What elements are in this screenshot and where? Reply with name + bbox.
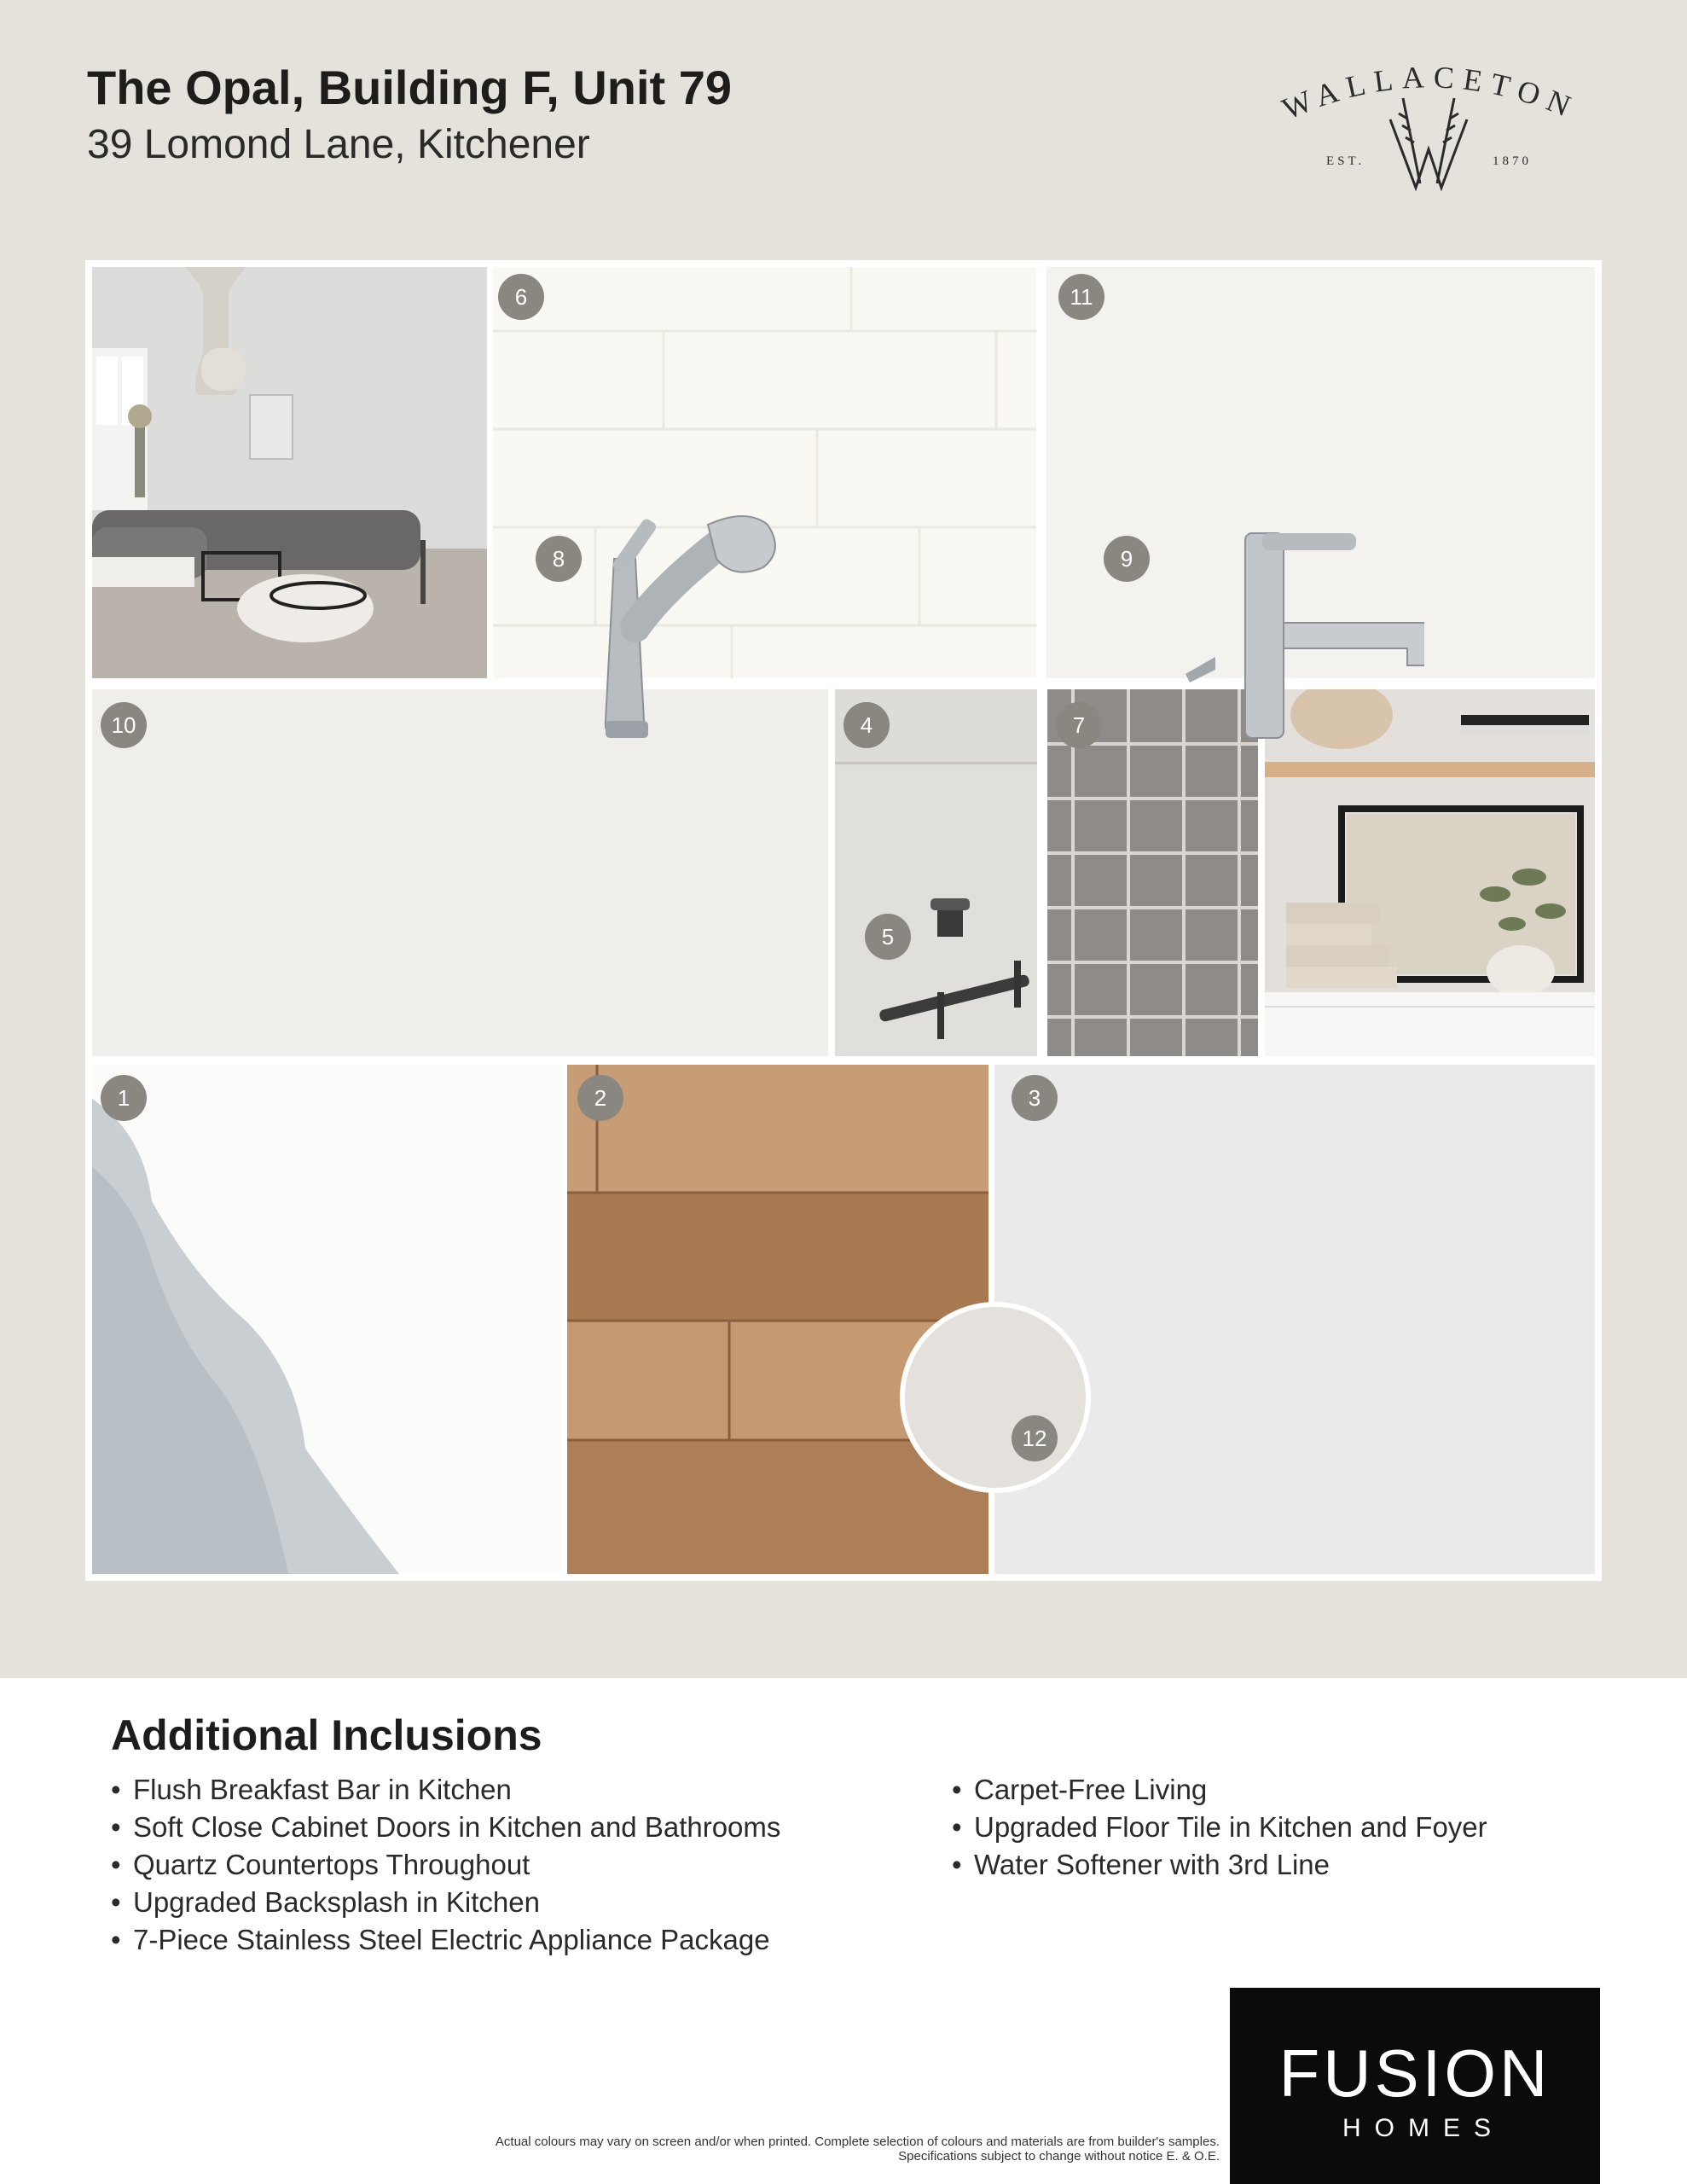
brand-name: FUSION <box>1278 2036 1551 2111</box>
list-item: • Flush Breakfast Bar in Kitchen <box>111 1771 780 1809</box>
swatch-12-paint-circle <box>900 1302 1091 1493</box>
page-subtitle: 39 Lomond Lane, Kitchener <box>87 122 590 167</box>
list-item: • Upgraded Floor Tile in Kitchen and Foyer <box>952 1809 1487 1846</box>
logo-est: EST. <box>1326 154 1365 168</box>
page-title: The Opal, Building F, Unit 79 <box>87 61 733 114</box>
swatch-number-6: 6 <box>498 274 544 320</box>
swatch-number-5: 5 <box>865 914 911 960</box>
swatch-4-cabinet <box>835 689 1037 1056</box>
svg-text:WALLACETON <box>1278 60 1584 126</box>
swatch-number-12: 12 <box>1012 1415 1058 1461</box>
list-item: • Water Softener with 3rd Line <box>952 1846 1487 1884</box>
list-item: • Carpet-Free Living <box>952 1771 1487 1809</box>
wallaceton-logo <box>1245 47 1612 200</box>
inclusions-list-left <box>111 1771 780 1959</box>
wheat-icon <box>1390 98 1467 188</box>
disclaimer-line-2: Specifications subject to change without notice E. & O.E. <box>898 2149 1220 2164</box>
swatch-number-3: 3 <box>1012 1075 1058 1121</box>
list-item: • Quartz Countertops Throughout <box>111 1846 780 1884</box>
swatch-number-10: 10 <box>101 702 147 748</box>
logo-year: 1870 <box>1493 154 1532 168</box>
swatch-number-1: 1 <box>101 1075 147 1121</box>
swatch-number-2: 2 <box>577 1075 623 1121</box>
swatch-2-wood-floor <box>567 1065 988 1574</box>
swatch-number-8: 8 <box>536 536 582 582</box>
logo-wordmark: WALLACETON <box>1277 60 1584 127</box>
kitchen-faucet-icon <box>597 499 844 755</box>
list-item: • Upgraded Backsplash in Kitchen <box>111 1884 780 1921</box>
swatch-number-9: 9 <box>1104 536 1150 582</box>
disclaimer-line-1: Actual colours may vary on screen and/or when printed. Complete selection of colours and materials are from builder's samples. <box>495 2135 1220 2149</box>
swatch-1-marble <box>92 1065 561 1574</box>
fusion-homes-logo <box>1230 1988 1600 2184</box>
swatch-number-11: 11 <box>1058 274 1104 320</box>
disclaimer <box>496 2135 1220 2164</box>
inclusions-list-right <box>952 1771 1487 1884</box>
list-item: • 7-Piece Stainless Steel Electric Appliance Package <box>111 1921 780 1959</box>
list-item: • Soft Close Cabinet Doors in Kitchen and Bathrooms <box>111 1809 780 1846</box>
swatch-number-7: 7 <box>1056 702 1102 748</box>
swatch-number-4: 4 <box>844 702 890 748</box>
material-board <box>85 260 1602 1581</box>
brand-sub: HOMES <box>1342 2114 1504 2142</box>
inclusions-title: Additional Inclusions <box>111 1711 542 1759</box>
swatch-3-floor-tile <box>994 1065 1595 1574</box>
living-room-photo <box>92 267 487 678</box>
bathroom-faucet-icon <box>1134 520 1424 759</box>
